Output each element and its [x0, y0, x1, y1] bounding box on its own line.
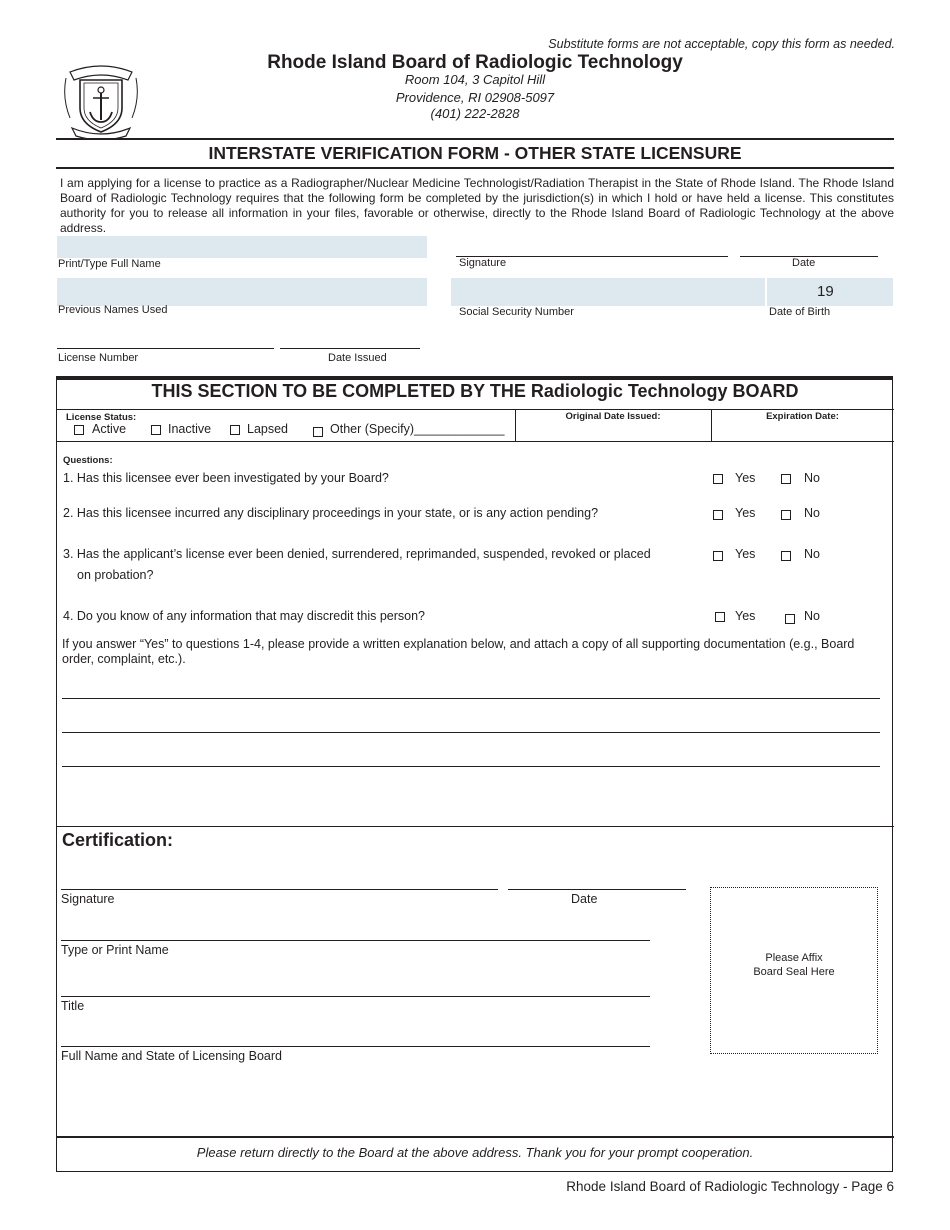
full-name-label: Print/Type Full Name: [58, 258, 161, 270]
status-inactive-checkbox[interactable]: [151, 425, 161, 435]
license-status-label: License Status:: [66, 412, 137, 423]
explanation-line-3[interactable]: [62, 766, 880, 767]
question-4-no-label: No: [804, 609, 820, 623]
license-number-line[interactable]: [57, 348, 274, 349]
cert-name-line[interactable]: [61, 940, 650, 941]
applicant-signature-label: Signature: [459, 257, 507, 269]
question-3-no-label: No: [804, 547, 820, 561]
title-rule-bottom: [56, 167, 894, 169]
return-note: Please return directly to the Board at the above address. Thank you for your prompt cooperation.: [196, 1145, 754, 1160]
explanation-line-2[interactable]: [62, 732, 880, 733]
question-4-yes-label: Yes: [735, 609, 756, 623]
license-number-label: License Number: [58, 352, 139, 364]
full-name-input[interactable]: [57, 236, 427, 258]
ssn-label: Social Security Number: [459, 306, 574, 318]
applicant-date-label: Date: [792, 257, 816, 269]
certification-divider: [56, 826, 894, 827]
certification-heading: Certification:: [62, 830, 174, 850]
previous-names-label: Previous Names Used: [58, 304, 168, 316]
status-other-label: Other (Specify)_____________: [330, 422, 505, 436]
status-row-bottom: [56, 441, 894, 442]
seal-box-line-1: Please Affix: [765, 952, 823, 964]
cert-name-label: Type or Print Name: [61, 943, 169, 957]
seal-box-line-2: Board Seal Here: [753, 966, 835, 978]
status-row-top: [56, 409, 894, 410]
question-1: 1. Has this licensee ever been investigated by your Board?: [63, 471, 389, 485]
board-seal-box: [710, 887, 878, 1054]
form-title: INTERSTATE VERIFICATION FORM - OTHER STATE LICENSURE: [208, 143, 742, 163]
phone-number: (401) 222-2828: [430, 106, 520, 121]
question-3-continued: on probation?: [77, 568, 154, 582]
address-line-1: Room 104, 3 Capitol Hill: [404, 72, 546, 87]
cert-signature-line[interactable]: [61, 889, 498, 890]
question-4-no-checkbox[interactable]: [785, 614, 795, 624]
date-issued-label: Date Issued: [328, 352, 387, 364]
question-2-yes-checkbox[interactable]: [713, 510, 723, 520]
question-4: 4. Do you know of any information that may discredit this person?: [63, 609, 425, 623]
question-2-no-checkbox[interactable]: [781, 510, 791, 520]
previous-names-input[interactable]: [57, 278, 427, 306]
question-4-yes-checkbox[interactable]: [715, 612, 725, 622]
dob-prefill-value: 19: [817, 283, 834, 300]
question-3-yes-label: Yes: [735, 547, 756, 561]
board-name: Rhode Island Board of Radiologic Technology: [267, 52, 683, 73]
status-other-checkbox[interactable]: [313, 427, 323, 437]
dob-input[interactable]: [767, 278, 893, 306]
questions-label: Questions:: [63, 455, 113, 466]
question-1-yes-label: Yes: [735, 471, 756, 485]
question-1-no-label: No: [804, 471, 820, 485]
question-3-yes-checkbox[interactable]: [713, 551, 723, 561]
cert-board-label: Full Name and State of Licensing Board: [61, 1049, 282, 1063]
cert-title-line[interactable]: [61, 996, 650, 997]
intro-paragraph: I am applying for a license to practice as a Radiographer/Nuclear Medicine Technologist/Radiation Therapist in the State of Rhode Island. The Rhode Island Board of Radiologic Technology requires that the following form be completed by the jurisdiction(s) in which I hold or have held a license. This constitutes authority for you to release all information in your files, favorable or otherwise, directly to the Rhode Island Board of Radiologic Technology at the above address.: [60, 176, 894, 235]
question-2-no-label: No: [804, 506, 820, 520]
status-active-label: Active: [92, 422, 127, 436]
question-2: 2. Has this licensee incurred any disciplinary proceedings in your state, or is any action pending?: [63, 506, 599, 520]
original-date-label: Original Date Issued:: [565, 411, 661, 422]
cert-date-label: Date: [571, 892, 598, 906]
cert-board-line[interactable]: [61, 1046, 650, 1047]
question-1-no-checkbox[interactable]: [781, 474, 791, 484]
address-line-2: Providence, RI 02908-5097: [395, 90, 555, 105]
status-lapsed-label: Lapsed: [247, 422, 289, 436]
cert-title-label: Title: [61, 999, 85, 1013]
question-3-no-checkbox[interactable]: [781, 551, 791, 561]
substitute-note: Substitute forms are not acceptable, copy this form as needed.: [548, 37, 895, 51]
date-issued-line[interactable]: [280, 348, 420, 349]
status-active-checkbox[interactable]: [74, 425, 84, 435]
ssn-input[interactable]: [451, 278, 765, 306]
page-footer: Rhode Island Board of Radiologic Technology - Page 6: [566, 1179, 894, 1194]
question-3: 3. Has the applicant’s license ever been denied, surrendered, reprimanded, suspended, revoked or placed: [63, 547, 651, 561]
cert-signature-label: Signature: [61, 892, 115, 906]
dob-label: Date of Birth: [769, 306, 831, 318]
board-section-title: THIS SECTION TO BE COMPLETED BY THE Radiologic Technology BOARD: [151, 381, 799, 401]
title-rule-top: [56, 138, 894, 140]
cert-date-line[interactable]: [508, 889, 686, 890]
expiration-date-label: Expiration Date:: [766, 411, 839, 422]
explanation-line-1[interactable]: [62, 698, 880, 699]
question-2-yes-label: Yes: [735, 506, 756, 520]
status-inactive-label: Inactive: [168, 422, 212, 436]
explanation-instructions: If you answer “Yes” to questions 1-4, please provide a written explanation below, and attach a copy of all supporting documentation (e.g., Board order, complaint, etc.).: [62, 637, 855, 666]
status-lapsed-checkbox[interactable]: [230, 425, 240, 435]
return-note-rule: [56, 1136, 894, 1138]
question-1-yes-checkbox[interactable]: [713, 474, 723, 484]
